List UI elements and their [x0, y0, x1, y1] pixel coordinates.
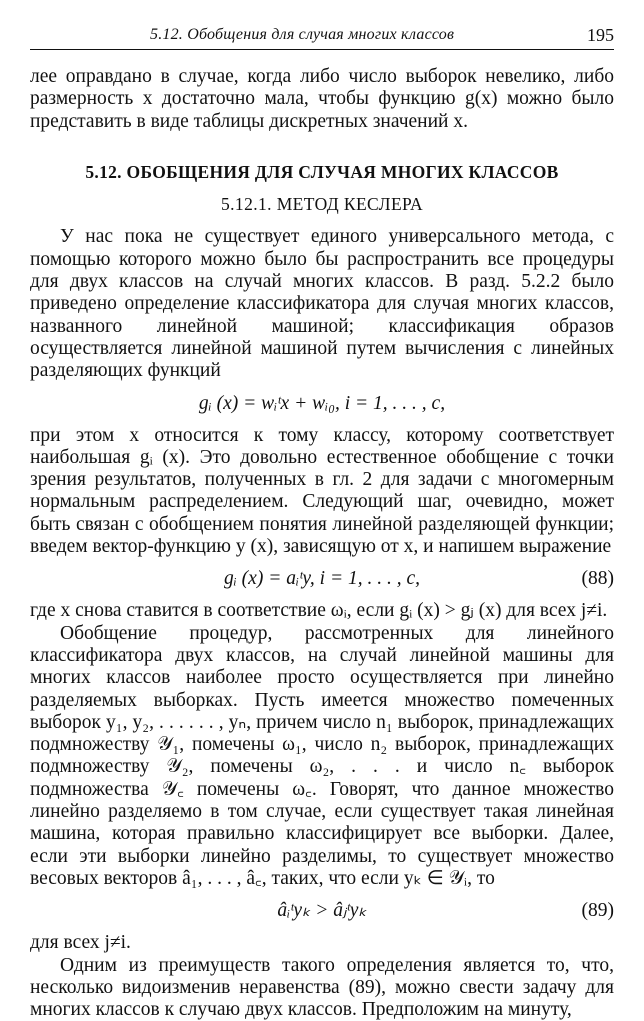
- equation-number: (89): [582, 900, 615, 922]
- equation-88: [30, 568, 614, 592]
- equation-text: âᵢᵗyₖ > âⱼᵗyₖ: [277, 900, 366, 921]
- equation-linear-discriminants: [30, 393, 614, 417]
- equation-text: gᵢ (x) = wᵢᵗx + wᵢ₀, i = 1, . . . , c,: [199, 393, 445, 414]
- carryover-paragraph: лее оправдано в случае, когда либо число выборок невелико, либо размерность x достаточно мала, чтобы функцию g(x) можно было представить в виде таблицы дискретных значений x.: [30, 66, 614, 133]
- paragraph-for-all: для всех j≠i.: [30, 932, 614, 954]
- page-number: 195: [587, 25, 614, 46]
- paragraph-generalization: при этом x относится к тому классу, которому соответствует наибольшая gᵢ (x). Это довольно естественное обобщение с точки зрения результатов, полученных в гл. 2 для задачи с многомерным нормальным распределением. Следующий шаг, очевидно, может быть связан с обобщением понятия линейной разделяющей функции; введем вектор-функцию y (x), зависящую от x, и напишем выражение: [30, 425, 614, 559]
- page-body: [30, 66, 614, 1021]
- paragraph-assignment: где x снова ставится в соответствие ωᵢ, если gᵢ (x) > gⱼ (x) для всех j≠i.: [30, 600, 614, 622]
- header-rule: [30, 49, 614, 50]
- equation-number: (88): [582, 568, 615, 590]
- section-title: 5.12. ОБОБЩЕНИЯ ДЛЯ СЛУЧАЯ МНОГИХ КЛАССОВ: [30, 161, 614, 183]
- subsection-title: 5.12.1. МЕТОД КЕСЛЕРА: [30, 193, 614, 215]
- paragraph-advantage: Одним из преимуществ такого определения является то, что, несколько видоизменив неравенства (89), можно свести задачу для многих классов к случаю двух классов. Предположим на минуту,: [30, 955, 614, 1021]
- equation-text: gᵢ (x) = aᵢᵗy, i = 1, . . . , c,: [224, 568, 420, 589]
- paragraph-separable: Обобщение процедур, рассмотренных для линейного классификатора двух классов, на случай линейной машины для многих классов наиболее просто осуществляется при линейно разделяемых выборках. Пусть имеется множество помеченных выборок y₁, y₂, . . . . . . , yₙ, причем число n₁ выборок, принадлежащих подмножеству 𝒴₁, помечены ω₁, число n₂ выборок, принадлежащих подмножеству 𝒴₂, помечены ω₂, . . . и число n꜀ выборок подмножества 𝒴꜀ помечены ω꜀. Говорят, что данное множество линейно разделяемо в том случае, если существует такая линейная машина, которая правильно классифицирует все выборки. Далее, если эти выборки линейно разделимы, то существует множество весовых векторов â₁, . . . , â꜀, таких, что если yₖ ∈ 𝒴ᵢ, то: [30, 623, 614, 891]
- equation-89: [30, 900, 614, 924]
- running-head-title: 5.12. Обобщения для случая многих классов: [150, 26, 454, 44]
- paragraph-intro: У нас пока не существует единого универсального метода, с помощью которого можно было бы распространить все процедуры для двух классов на случай многих классов. В разд. 5.2.2 было приведено определение классификатора для случая многих классов, названного линейной машиной; классификация образов осуществляется линейной машиной путем вычисления c линейных разделяющих функций: [30, 226, 614, 382]
- running-head: [30, 22, 614, 50]
